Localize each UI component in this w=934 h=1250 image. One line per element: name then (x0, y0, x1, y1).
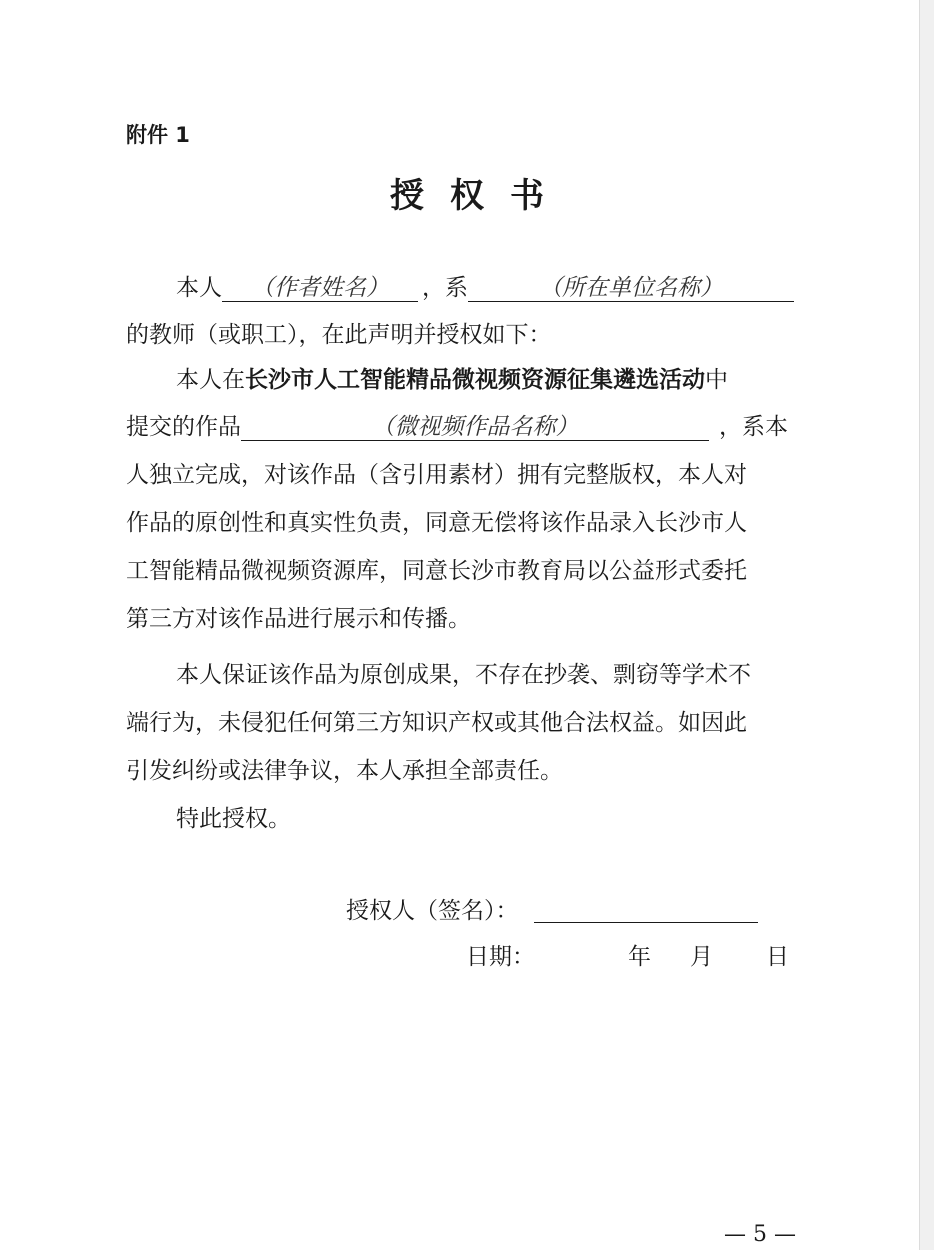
p2-l2-suffix: ，系本 (719, 414, 788, 440)
signature-line[interactable] (534, 922, 758, 923)
date-month: 月 (690, 944, 713, 970)
author-name-blank[interactable]: （作者姓名） (222, 273, 418, 302)
work-name-blank[interactable]: （微视频作品名称） (241, 412, 709, 441)
p1-mid: ，系 (422, 275, 468, 301)
signature-label: 授权人（签名）： (346, 898, 519, 924)
p2-suffix: 中 (705, 367, 728, 393)
unit-name-blank[interactable]: （所在单位名称） (468, 273, 794, 302)
paragraph-1-line-2: 的教师（或职工），在此声明并授权如下： (126, 322, 552, 348)
page-number: — 5 — (724, 1222, 796, 1247)
document-title: 授权书 (390, 176, 570, 216)
activity-name: 长沙市人工智能精品微视频资源征集遴选活动 (245, 366, 705, 393)
paragraph-2-line-6: 第三方对该作品进行展示和传播。 (126, 606, 471, 632)
paragraph-2-line-1 (176, 365, 728, 395)
paragraph-3-line-2: 端行为，未侵犯任何第三方知识产权或其他合法权益。如因此 (126, 710, 747, 736)
date-label: 日期： (466, 944, 535, 970)
paragraph-2-line-3: 人独立完成，对该作品（含引用素材）拥有完整版权，本人对 (126, 462, 747, 488)
p2-l2-prefix: 提交的作品 (126, 414, 241, 440)
paragraph-2-line-5: 工智能精品微视频资源库，同意长沙市教育局以公益形式委托 (126, 558, 747, 584)
paragraph-1-line-1 (176, 273, 794, 303)
paragraph-2-line-2 (126, 412, 788, 442)
paragraph-3-line-1: 本人保证该作品为原创成果，不存在抄袭、剽窃等学术不 (176, 662, 751, 688)
paragraph-3-line-3: 引发纠纷或法律争议，本人承担全部责任。 (126, 758, 563, 784)
p2-prefix: 本人在 (176, 367, 245, 393)
attachment-label: 附件 1 (126, 123, 190, 147)
paragraph-2-line-4: 作品的原创性和真实性负责，同意无偿将该作品录入长沙市人 (126, 510, 747, 536)
date-year: 年 (628, 944, 651, 970)
date-day: 日 (766, 944, 789, 970)
p1-prefix: 本人 (176, 275, 222, 301)
closing-statement: 特此授权。 (176, 806, 291, 832)
